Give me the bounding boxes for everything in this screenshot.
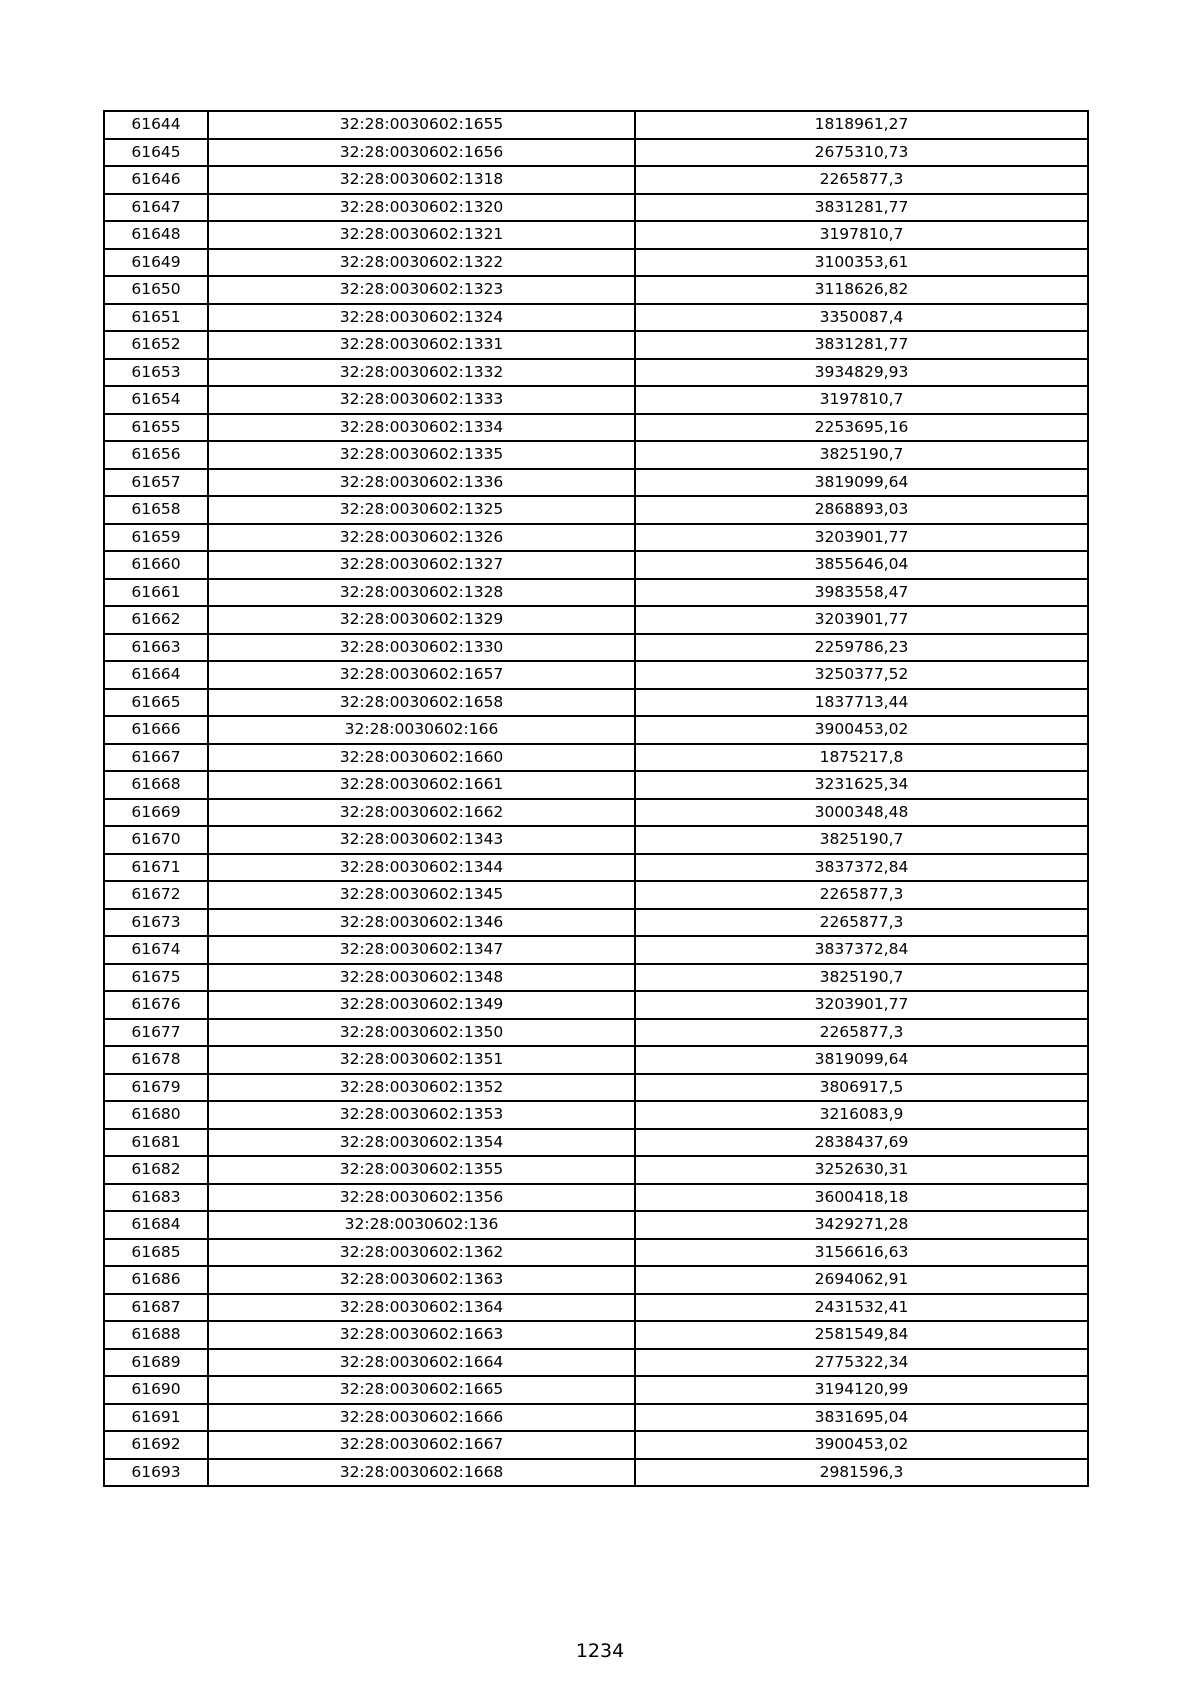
table-row (104, 1019, 1088, 1047)
table-row (104, 661, 1088, 689)
cadastral-number-cell: 32:28:0030602:1353 (208, 1101, 635, 1129)
row-number-cell: 61688 (104, 1321, 208, 1349)
value-cell: 2265877,3 (635, 166, 1088, 194)
value-cell: 3819099,64 (635, 469, 1088, 497)
cadastral-number-cell: 32:28:0030602:1345 (208, 881, 635, 909)
cadastral-number-cell: 32:28:0030602:1324 (208, 304, 635, 332)
value-cell: 1875217,8 (635, 744, 1088, 772)
row-number-cell: 61676 (104, 991, 208, 1019)
value-cell: 3429271,28 (635, 1211, 1088, 1239)
cadastral-number-cell: 32:28:0030602:1320 (208, 194, 635, 222)
value-cell: 3216083,9 (635, 1101, 1088, 1129)
table-row (104, 799, 1088, 827)
cadastral-number-cell: 32:28:0030602:1334 (208, 414, 635, 442)
cadastral-number-cell: 32:28:0030602:1343 (208, 826, 635, 854)
row-number-cell: 61661 (104, 579, 208, 607)
table-row (104, 1376, 1088, 1404)
row-number-cell: 61686 (104, 1266, 208, 1294)
row-number-cell: 61647 (104, 194, 208, 222)
cadastral-number-cell: 32:28:0030602:1333 (208, 386, 635, 414)
table-row (104, 1074, 1088, 1102)
value-cell: 3000348,48 (635, 799, 1088, 827)
cadastral-number-cell: 32:28:0030602:1355 (208, 1156, 635, 1184)
value-cell: 3250377,52 (635, 661, 1088, 689)
value-cell: 2265877,3 (635, 909, 1088, 937)
row-number-cell: 61644 (104, 111, 208, 139)
cadastral-number-cell: 32:28:0030602:1656 (208, 139, 635, 167)
row-number-cell: 61682 (104, 1156, 208, 1184)
cadastral-number-cell: 32:28:0030602:1662 (208, 799, 635, 827)
row-number-cell: 61646 (104, 166, 208, 194)
row-number-cell: 61650 (104, 276, 208, 304)
table-row (104, 771, 1088, 799)
cadastral-number-cell: 32:28:0030602:1332 (208, 359, 635, 387)
cadastral-number-cell: 32:28:0030602:1329 (208, 606, 635, 634)
table-row (104, 1431, 1088, 1459)
table-row (104, 414, 1088, 442)
table-row (104, 1266, 1088, 1294)
table-row (104, 166, 1088, 194)
data-table (103, 110, 1089, 1487)
table-row (104, 551, 1088, 579)
cadastral-number-cell: 32:28:0030602:1655 (208, 111, 635, 139)
cadastral-number-cell: 32:28:0030602:1351 (208, 1046, 635, 1074)
table-row (104, 111, 1088, 139)
cadastral-number-cell: 32:28:0030602:1347 (208, 936, 635, 964)
table-row (104, 936, 1088, 964)
cadastral-number-cell: 32:28:0030602:1323 (208, 276, 635, 304)
value-cell: 3118626,82 (635, 276, 1088, 304)
table-row (104, 1294, 1088, 1322)
value-cell: 3837372,84 (635, 936, 1088, 964)
table-row (104, 359, 1088, 387)
row-number-cell: 61654 (104, 386, 208, 414)
cadastral-number-cell: 32:28:0030602:1349 (208, 991, 635, 1019)
value-cell: 3831281,77 (635, 194, 1088, 222)
cadastral-number-cell: 32:28:0030602:1328 (208, 579, 635, 607)
value-cell: 3837372,84 (635, 854, 1088, 882)
row-number-cell: 61684 (104, 1211, 208, 1239)
value-cell: 2868893,03 (635, 496, 1088, 524)
cadastral-number-cell: 32:28:0030602:1325 (208, 496, 635, 524)
cadastral-number-cell: 32:28:0030602:1663 (208, 1321, 635, 1349)
row-number-cell: 61660 (104, 551, 208, 579)
row-number-cell: 61663 (104, 634, 208, 662)
cadastral-number-cell: 32:28:0030602:1336 (208, 469, 635, 497)
value-cell: 2981596,3 (635, 1459, 1088, 1487)
value-cell: 2581549,84 (635, 1321, 1088, 1349)
table-row (104, 496, 1088, 524)
value-cell: 3203901,77 (635, 606, 1088, 634)
cadastral-number-cell: 32:28:0030602:1356 (208, 1184, 635, 1212)
row-number-cell: 61649 (104, 249, 208, 277)
cadastral-number-cell: 32:28:0030602:136 (208, 1211, 635, 1239)
row-number-cell: 61659 (104, 524, 208, 552)
cadastral-number-cell: 32:28:0030602:1326 (208, 524, 635, 552)
row-number-cell: 61668 (104, 771, 208, 799)
table-row (104, 1404, 1088, 1432)
row-number-cell: 61675 (104, 964, 208, 992)
cadastral-number-cell: 32:28:0030602:1658 (208, 689, 635, 717)
value-cell: 3819099,64 (635, 1046, 1088, 1074)
cadastral-number-cell: 32:28:0030602:1660 (208, 744, 635, 772)
table-row (104, 1459, 1088, 1487)
cadastral-number-cell: 32:28:0030602:1327 (208, 551, 635, 579)
row-number-cell: 61648 (104, 221, 208, 249)
value-cell: 3855646,04 (635, 551, 1088, 579)
cadastral-number-cell: 32:28:0030602:1664 (208, 1349, 635, 1377)
cadastral-number-cell: 32:28:0030602:1362 (208, 1239, 635, 1267)
cadastral-number-cell: 32:28:0030602:1344 (208, 854, 635, 882)
value-cell: 3231625,34 (635, 771, 1088, 799)
value-cell: 3983558,47 (635, 579, 1088, 607)
value-cell: 3934829,93 (635, 359, 1088, 387)
row-number-cell: 61678 (104, 1046, 208, 1074)
table-row (104, 139, 1088, 167)
cadastral-number-cell: 32:28:0030602:1318 (208, 166, 635, 194)
cadastral-number-cell: 32:28:0030602:1321 (208, 221, 635, 249)
row-number-cell: 61670 (104, 826, 208, 854)
page-number: 1234 (575, 1640, 625, 1662)
table-row (104, 249, 1088, 277)
row-number-cell: 61652 (104, 331, 208, 359)
cadastral-number-cell: 32:28:0030602:1657 (208, 661, 635, 689)
value-cell: 3100353,61 (635, 249, 1088, 277)
cadastral-number-cell: 32:28:0030602:1350 (208, 1019, 635, 1047)
table-row (104, 331, 1088, 359)
row-number-cell: 61666 (104, 716, 208, 744)
row-number-cell: 61673 (104, 909, 208, 937)
table-row (104, 991, 1088, 1019)
row-number-cell: 61692 (104, 1431, 208, 1459)
cadastral-number-cell: 32:28:0030602:1364 (208, 1294, 635, 1322)
row-number-cell: 61662 (104, 606, 208, 634)
row-number-cell: 61677 (104, 1019, 208, 1047)
cadastral-number-cell: 32:28:0030602:1330 (208, 634, 635, 662)
row-number-cell: 61667 (104, 744, 208, 772)
table-row (104, 1129, 1088, 1157)
value-cell: 3252630,31 (635, 1156, 1088, 1184)
value-cell: 2775322,34 (635, 1349, 1088, 1377)
row-number-cell: 61658 (104, 496, 208, 524)
value-cell: 2694062,91 (635, 1266, 1088, 1294)
value-cell: 3156616,63 (635, 1239, 1088, 1267)
row-number-cell: 61680 (104, 1101, 208, 1129)
table-row (104, 1321, 1088, 1349)
table-row (104, 826, 1088, 854)
cadastral-number-cell: 32:28:0030602:1666 (208, 1404, 635, 1432)
table-row (104, 194, 1088, 222)
value-cell: 3806917,5 (635, 1074, 1088, 1102)
value-cell: 3600418,18 (635, 1184, 1088, 1212)
value-cell: 2259786,23 (635, 634, 1088, 662)
cadastral-number-cell: 32:28:0030602:1348 (208, 964, 635, 992)
cadastral-number-cell: 32:28:0030602:1322 (208, 249, 635, 277)
value-cell: 2265877,3 (635, 881, 1088, 909)
cadastral-number-cell: 32:28:0030602:166 (208, 716, 635, 744)
table-row (104, 1101, 1088, 1129)
cadastral-number-cell: 32:28:0030602:1346 (208, 909, 635, 937)
row-number-cell: 61671 (104, 854, 208, 882)
row-number-cell: 61645 (104, 139, 208, 167)
table-row (104, 689, 1088, 717)
table-row (104, 386, 1088, 414)
value-cell: 3831281,77 (635, 331, 1088, 359)
value-cell: 3203901,77 (635, 524, 1088, 552)
row-number-cell: 61665 (104, 689, 208, 717)
value-cell: 3825190,7 (635, 441, 1088, 469)
table-body (104, 111, 1088, 1486)
cadastral-number-cell: 32:28:0030602:1667 (208, 1431, 635, 1459)
value-cell: 3900453,02 (635, 716, 1088, 744)
value-cell: 3197810,7 (635, 386, 1088, 414)
table-row (104, 276, 1088, 304)
row-number-cell: 61657 (104, 469, 208, 497)
cadastral-number-cell: 32:28:0030602:1665 (208, 1376, 635, 1404)
row-number-cell: 61691 (104, 1404, 208, 1432)
row-number-cell: 61687 (104, 1294, 208, 1322)
row-number-cell: 61685 (104, 1239, 208, 1267)
cadastral-number-cell: 32:28:0030602:1668 (208, 1459, 635, 1487)
value-cell: 3825190,7 (635, 826, 1088, 854)
row-number-cell: 61693 (104, 1459, 208, 1487)
table-row (104, 634, 1088, 662)
table-row (104, 964, 1088, 992)
table-row (104, 524, 1088, 552)
value-cell: 3900453,02 (635, 1431, 1088, 1459)
table-row (104, 909, 1088, 937)
table-row (104, 441, 1088, 469)
cadastral-number-cell: 32:28:0030602:1331 (208, 331, 635, 359)
cadastral-number-cell: 32:28:0030602:1363 (208, 1266, 635, 1294)
table-row (104, 221, 1088, 249)
table-row (104, 881, 1088, 909)
row-number-cell: 61653 (104, 359, 208, 387)
value-cell: 3197810,7 (635, 221, 1088, 249)
table-row (104, 579, 1088, 607)
table-row (104, 606, 1088, 634)
row-number-cell: 61664 (104, 661, 208, 689)
row-number-cell: 61669 (104, 799, 208, 827)
table-row (104, 744, 1088, 772)
row-number-cell: 61679 (104, 1074, 208, 1102)
table-row (104, 1349, 1088, 1377)
table-row (104, 1046, 1088, 1074)
row-number-cell: 61690 (104, 1376, 208, 1404)
table-row (104, 716, 1088, 744)
row-number-cell: 61655 (104, 414, 208, 442)
value-cell: 1818961,27 (635, 111, 1088, 139)
cadastral-number-cell: 32:28:0030602:1354 (208, 1129, 635, 1157)
value-cell: 3831695,04 (635, 1404, 1088, 1432)
table-row (104, 469, 1088, 497)
table-row (104, 1156, 1088, 1184)
table-row (104, 304, 1088, 332)
table-row (104, 1239, 1088, 1267)
row-number-cell: 61651 (104, 304, 208, 332)
cadastral-number-cell: 32:28:0030602:1661 (208, 771, 635, 799)
row-number-cell: 61681 (104, 1129, 208, 1157)
cadastral-number-cell: 32:28:0030602:1352 (208, 1074, 635, 1102)
row-number-cell: 61672 (104, 881, 208, 909)
value-cell: 3825190,7 (635, 964, 1088, 992)
row-number-cell: 61674 (104, 936, 208, 964)
value-cell: 3203901,77 (635, 991, 1088, 1019)
value-cell: 2431532,41 (635, 1294, 1088, 1322)
value-cell: 2253695,16 (635, 414, 1088, 442)
table-row (104, 1184, 1088, 1212)
row-number-cell: 61656 (104, 441, 208, 469)
value-cell: 1837713,44 (635, 689, 1088, 717)
value-cell: 2265877,3 (635, 1019, 1088, 1047)
value-cell: 3350087,4 (635, 304, 1088, 332)
value-cell: 2675310,73 (635, 139, 1088, 167)
value-cell: 2838437,69 (635, 1129, 1088, 1157)
table-row (104, 1211, 1088, 1239)
value-cell: 3194120,99 (635, 1376, 1088, 1404)
table-row (104, 854, 1088, 882)
row-number-cell: 61689 (104, 1349, 208, 1377)
row-number-cell: 61683 (104, 1184, 208, 1212)
cadastral-number-cell: 32:28:0030602:1335 (208, 441, 635, 469)
